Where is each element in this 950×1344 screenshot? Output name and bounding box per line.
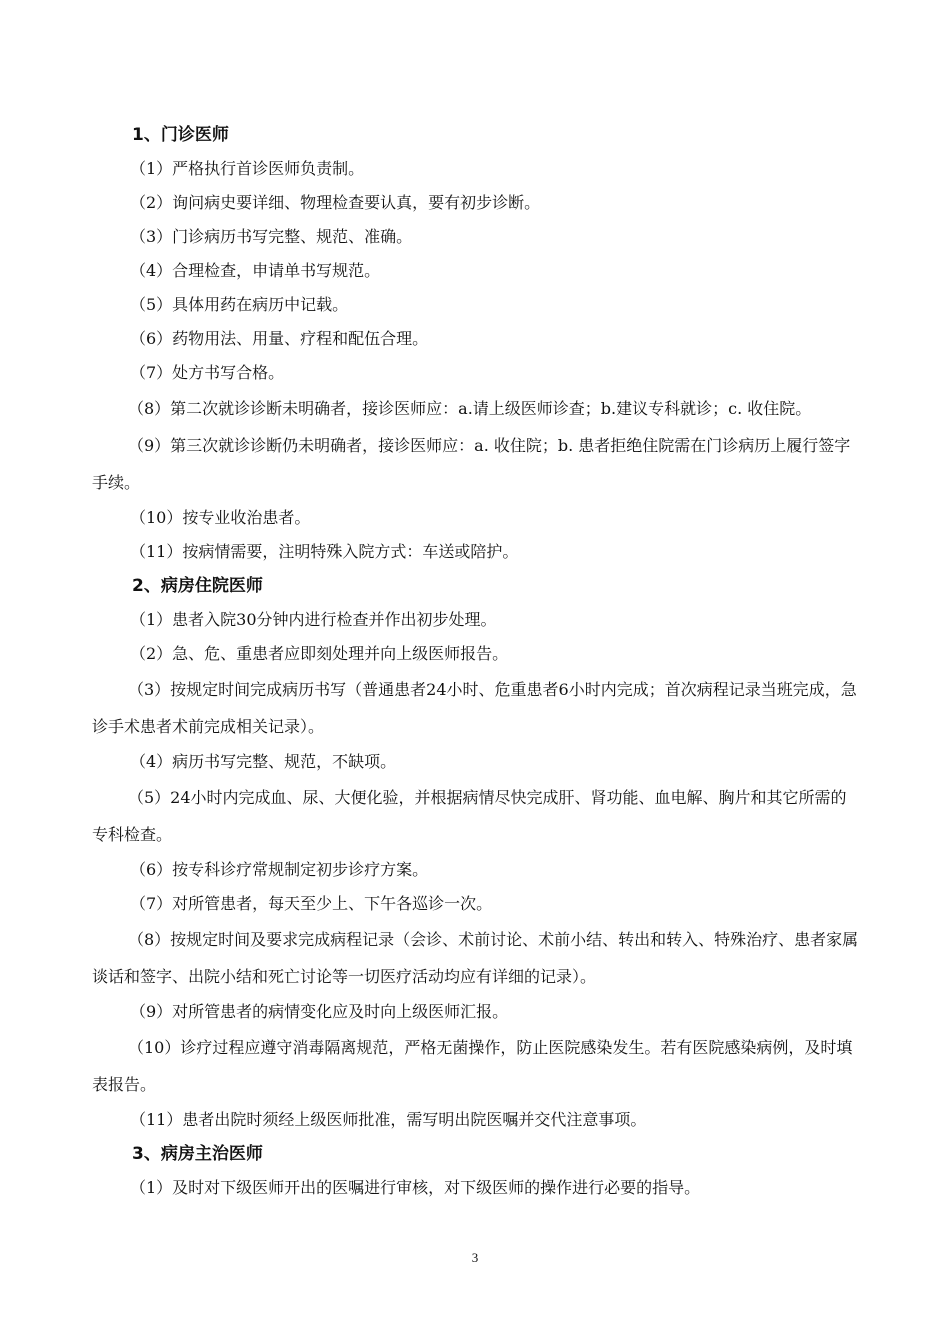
list-item: （6）按专科诊疗常规制定初步诊疗方案。 <box>130 860 429 879</box>
list-item: （1）严格执行首诊医师负责制。 <box>130 159 365 178</box>
list-item: （3）门诊病历书写完整、规范、准确。 <box>130 227 413 246</box>
list-item: （2）急、危、重患者应即刻处理并向上级医师报告。 <box>130 644 509 663</box>
list-item: （1）患者入院30分钟内进行检查并作出初步处理。 <box>130 610 497 629</box>
page-number: 3 <box>471 1250 479 1265</box>
list-item: （4）合理检查，申请单书写规范。 <box>130 261 381 280</box>
list-item: （9）对所管患者的病情变化应及时向上级医师汇报。 <box>130 1002 509 1021</box>
list-item: （10）按专业收治患者。 <box>130 508 311 527</box>
list-item: （7）对所管患者，每天至少上、下午各巡诊一次。 <box>130 894 493 913</box>
list-item: （8）第二次就诊诊断未明确者，接诊医师应：a.请上级医师诊查；b.建议专科就诊；c. 收住院。 <box>128 399 812 418</box>
list-item: （3）按规定时间完成病历书写（普通患者24小时、危重患者6小时内完成；首次病程记录当班完成，急诊手术患者术前完成相关记录）。 <box>92 680 857 736</box>
list-item: （11）按病情需要，注明特殊入院方式：车送或陪护。 <box>130 542 519 561</box>
list-item: （9）第三次就诊诊断仍未明确者，接诊医师应：a. 收住院；b. 患者拒绝住院需在门诊病历上履行签字手续。 <box>92 436 851 492</box>
section-heading-ward-resident: 2、病房住院医师 <box>132 576 263 596</box>
list-item: （8）按规定时间及要求完成病程记录（会诊、术前讨论、术前小结、转出和转入、特殊治疗、患者家属谈话和签字、出院小结和死亡讨论等一切医疗活动均应有详细的记录）。 <box>92 930 859 986</box>
list-item: （5）具体用药在病历中记载。 <box>130 295 349 314</box>
section-heading-outpatient: 1、门诊医师 <box>132 125 229 145</box>
list-item: （4）病历书写完整、规范，不缺项。 <box>130 752 397 771</box>
list-item: （6）药物用法、用量、疗程和配伍合理。 <box>130 329 429 348</box>
list-item: （2）询问病史要详细、物理检查要认真，要有初步诊断。 <box>130 193 541 212</box>
list-item: （10）诊疗过程应遵守消毒隔离规范，严格无菌操作，防止医院感染发生。若有医院感染病例，及时填表报告。 <box>92 1038 853 1094</box>
section-heading-attending: 3、病房主治医师 <box>132 1144 263 1164</box>
list-item: （5）24小时内完成血、尿、大便化验，并根据病情尽快完成肝、肾功能、血电解、胸片和其它所需的专科检查。 <box>92 788 847 844</box>
list-item: （11）患者出院时须经上级医师批准，需写明出院医嘱并交代注意事项。 <box>130 1110 647 1129</box>
list-item: （1）及时对下级医师开出的医嘱进行审核，对下级医师的操作进行必要的指导。 <box>130 1178 701 1197</box>
document-body <box>92 118 862 1205</box>
list-item: （7）处方书写合格。 <box>130 363 285 382</box>
